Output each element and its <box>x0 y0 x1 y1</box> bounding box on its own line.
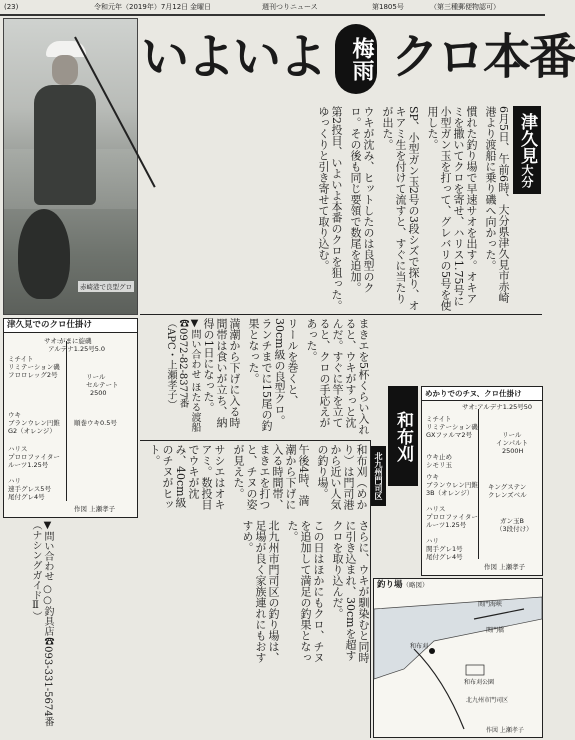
diagram-credit: 作図 上瀬孝子 <box>74 505 116 513</box>
diagram-label: 尾付グレ4号 <box>8 493 45 501</box>
diagram-label: G2（オレンジ） <box>8 427 56 435</box>
paragraph: さらに、ウキが馴染むと同時に引き込まれ、30cmを超すクロを取り込んだ。 <box>331 520 370 663</box>
section-place-left: 津久見 <box>517 112 537 164</box>
diagram-label: セルテート <box>86 381 119 389</box>
paragraph: この日はほかにもクロ、チヌを追加して満足の釣果となった。 <box>286 520 325 663</box>
paragraph: リールを巻くと、30cm級の良型クロ。ランチまでに15尾の釣果となった。 <box>247 318 299 431</box>
page-header <box>0 0 545 16</box>
map-label: 北九州市門司区 <box>466 697 509 704</box>
headline <box>139 18 575 98</box>
paragraph: ウキが沈み、ヒットしたのは良型のクロ。その後も同じ要領で数尾を追加。 <box>349 106 375 293</box>
paragraph: 北九州市門司区の釣り場は、足場が良く家族連れにもおすすめ。 <box>241 520 280 663</box>
diagram-label: リミテーション磯 <box>8 363 60 371</box>
weekday: 金曜日 <box>190 3 211 11</box>
paragraph: 午後4時、満潮から下げに入る時間帯、まきエを打つと、チヌの姿が見えた。 <box>232 444 310 510</box>
angler-photo <box>3 18 138 315</box>
section-heading-right <box>388 386 418 486</box>
diagram-label: 関手グレ1号 <box>426 545 463 553</box>
diagram-label: 尾付グレ4号 <box>426 553 463 561</box>
diagram-label: 速手グレス5号 <box>8 485 51 493</box>
diagram-credit: 作図 上瀬孝子 <box>484 563 526 571</box>
diagram-title: 津久見でのクロ仕掛け <box>4 319 137 333</box>
issue-date: 令和元年（2019年）7月12日 <box>94 3 189 11</box>
section-place-right: 和布刈 <box>393 410 413 462</box>
paragraph: 慣れた釣り場で早速サオを出す。オキアミを撒いてクロを寄せ、ハリス1.75号に小型ガン玉を打って、グレバリの5号を使用した。 <box>426 106 478 311</box>
diagram-label: ミチイト <box>426 415 452 423</box>
mekari-rig-diagram <box>421 386 543 576</box>
fishing-spot-marker <box>429 648 435 654</box>
diagram-label: フロロレッグ2号 <box>8 371 58 379</box>
headline-part1: いよいよ <box>141 29 326 85</box>
diagram-label: 順巻ウキ0.5号 <box>74 419 117 427</box>
diagram-label: リール <box>502 431 522 439</box>
diagram-label: ハリス <box>426 505 446 513</box>
right-article-footer <box>56 672 370 736</box>
diagram-label: キングステン <box>488 483 527 491</box>
fishing-spot-map <box>373 578 543 738</box>
paragraph: 和布刈（めかり）は門司港から近い人気の釣り場。 <box>316 444 368 510</box>
diagram-label: リール <box>86 373 106 381</box>
headline-center: 梅雨 <box>335 24 377 94</box>
map-label: 関門橋 <box>486 627 505 634</box>
diagram-label: ウキ止め <box>426 453 452 461</box>
diagram-label: ハリ <box>426 537 439 545</box>
map-drawing <box>374 579 542 737</box>
paragraph: 第2投目、いよいよ本番のクロを狙った。ゆっくりと引き寄せて取り込む。 <box>317 106 343 311</box>
photo-caption: 赤崎港で良型グロ <box>80 283 132 291</box>
diagram-label: 2500 <box>90 389 107 397</box>
diagram-label: ブランウレン円錐 <box>426 481 478 489</box>
map-subtitle: （略図） <box>402 581 429 589</box>
diagram-label: GXファルマ2号 <box>426 431 472 439</box>
diagram-label: ハリ <box>8 477 21 485</box>
left-contact: ▼問い合わせ ほたる渡船☎0972-82-8377番（APC・上瀬孝子） <box>165 318 200 433</box>
diagram-label: ルーツ1.25号 <box>8 461 49 469</box>
diagram-label: ガン玉B <box>500 517 524 525</box>
diagram-label: クレンズベル <box>488 491 527 499</box>
diagram-label: 2500H <box>502 447 524 455</box>
diagram-label: ルーツ1.25号 <box>426 521 467 529</box>
diagram-label: ブランウレン円錐 <box>8 419 60 427</box>
diagram-label: ミチイト <box>8 355 34 363</box>
page-number: (23) <box>4 3 19 11</box>
postal-permit: （第三種郵便物認可） <box>430 3 500 11</box>
left-article-upper <box>140 106 510 312</box>
section-heading-left <box>513 106 541 194</box>
paper-name: 週刊つりニュース <box>262 3 318 11</box>
paragraph: 6月5日、午前6時、大分県津久見市赤崎港より渡船に乗り磯へ向かった。 <box>484 106 510 303</box>
section-area-left: 大分 <box>520 163 534 188</box>
diagram-label: アルデナ1.25号5.0 <box>48 345 106 353</box>
diagram-label: プロロファイター <box>8 453 60 461</box>
map-label: 和布刈公園 <box>464 679 495 686</box>
section-area-right-box <box>370 446 386 506</box>
tsukumi-rig-diagram <box>3 318 138 518</box>
diagram-label: シモリ玉 <box>426 461 452 469</box>
map-title: 釣り場 <box>377 580 403 590</box>
paragraph: サシエはオキアミ。数投目でウキが沈み、40cm級のチヌがヒット。 <box>148 444 226 510</box>
diagram-label: インパルト <box>496 439 529 447</box>
map-label: 関門海峡 <box>478 601 503 608</box>
diagram-label: ウキ <box>8 411 21 419</box>
right-article-lower-left <box>3 520 370 670</box>
issue-number: 第1805号 <box>372 3 404 11</box>
diagram-label: ウキ <box>426 473 439 481</box>
right-article-upper <box>140 444 368 516</box>
diagram-title: めかりでのチヌ、クロ仕掛け <box>422 387 542 401</box>
map-label: 作図 上瀬孝子 <box>486 727 524 734</box>
diagram-label: （3段付け） <box>496 525 533 533</box>
diagram-label: サオ:がまに旋磯 <box>44 337 92 345</box>
diagram-label: リミテーション磯 <box>426 423 478 431</box>
paragraph: まきエを5杯くらい入れると、ウキがすっと沈んだ。すぐに竿を立てると、クロの手応えがあった。 <box>305 318 370 435</box>
paragraph: 満潮から下げに入る時間帯は食いが立ち、納得の1日になった。 <box>202 318 241 428</box>
diagram-label: ハリス <box>8 445 28 453</box>
paragraph: SP、小型ガン玉2号の3段シズで探り、オキアミ生を付けて流すと、すぐに当たりが出た。 <box>381 106 420 311</box>
diagram-label: サオ:アルデナ1.25号50 <box>462 403 533 411</box>
map-label: 和布刈 <box>410 643 429 650</box>
headline-part2: クロ本番 <box>391 29 575 85</box>
fish-image <box>18 209 70 299</box>
section-area-right: 北九州門司区 <box>374 452 383 500</box>
right-contact: ▼問い合わせ ○○釣具店☎093-331-5674番（ナシングガイドⅡ） <box>30 520 53 727</box>
diagram-label: 3B（オレンジ） <box>426 489 474 497</box>
diagram-label: プロロファイター <box>426 513 478 521</box>
